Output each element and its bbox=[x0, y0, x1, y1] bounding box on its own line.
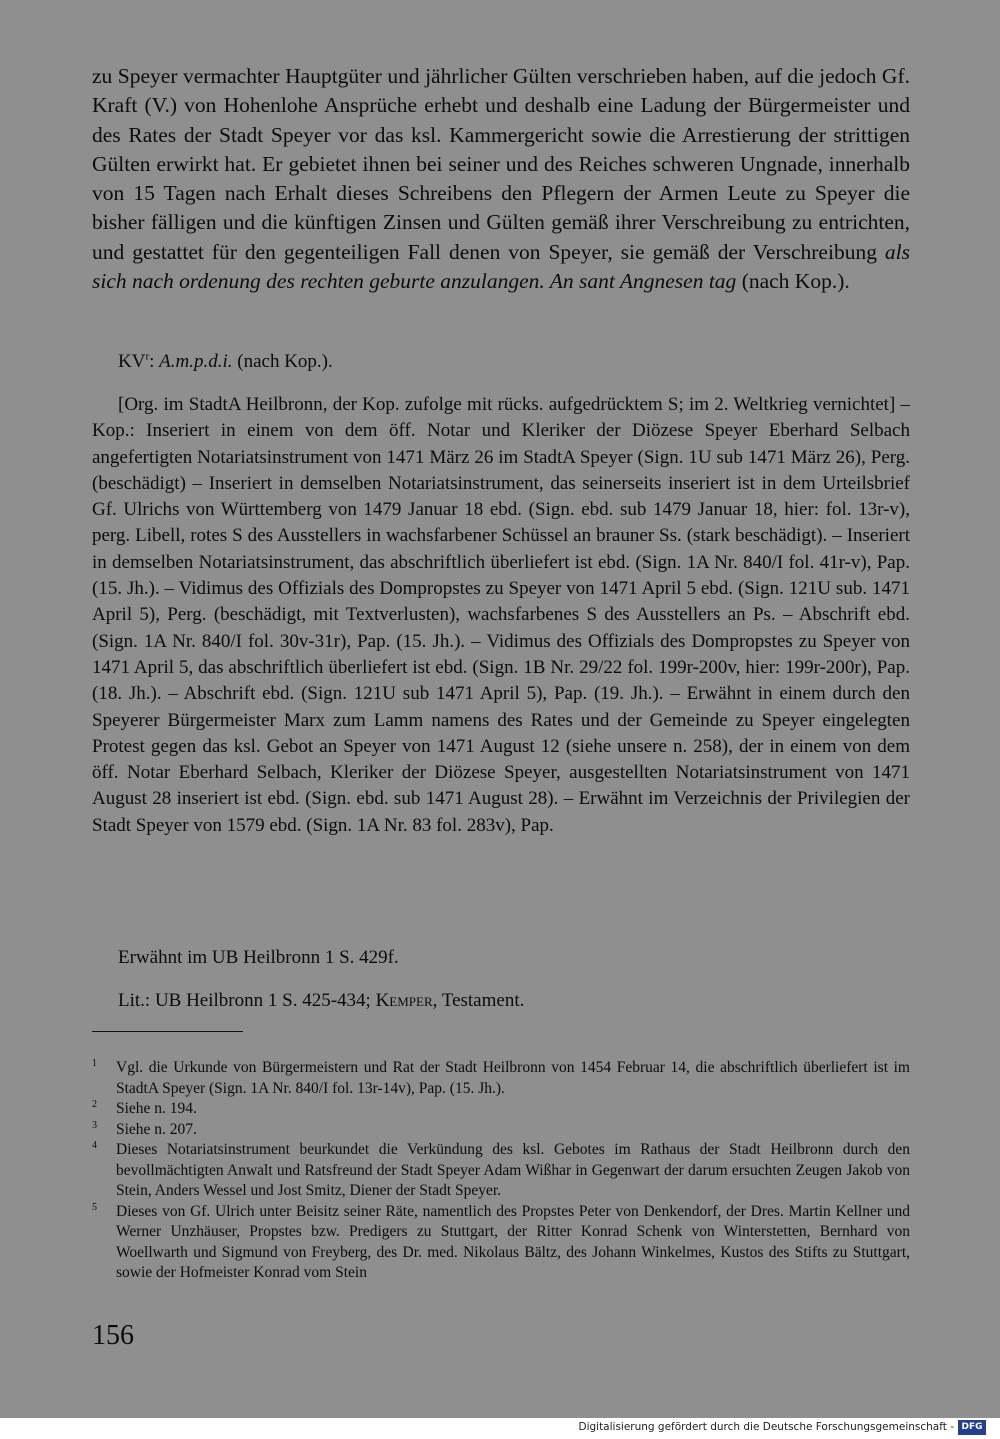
footnotes bbox=[92, 1058, 910, 1284]
footnote-text: Dieses Notariatsinstrument beurkundet die Verkündung des ksl. Gebotes im Rathaus der Stadt Heilbronn durch den bevollmächtigten Anwalt und Ratsfreund der Stadt Speyer Adam Wißhar in Gegenwart der darum ersuchten Zeugen Jakob von Stein, Anders Wessel und Jost Smitz, Diener der Stadt Speyer. bbox=[116, 1141, 910, 1199]
mention-line: Erwähnt im UB Heilbronn 1 S. 429f. bbox=[118, 947, 399, 968]
footnote-number: 2 bbox=[92, 1099, 97, 1110]
tradition-text: [Org. im StadtA Heilbronn, der Kop. zufolge mit rücks. aufgedrücktem S; im 2. Weltkrieg vernichtet] – Kop.: Inseriert in einem von dem öff. Notar und Kleriker der Diözese Speyer Eberhard Selbach angefertigten Notariatsinstrument von 1471 März 26 im StadtA Speyer (Sign. 1U sub 1471 März 26), Perg. (beschädigt) – Inseriert in demselben Notariatsinstrument, das seinerseits inseriert ist in dem Urteilsbrief Gf. Ulrichs von Württemberg von 1479 Januar 18 ebd. (Sign. ebd. sub 1479 Januar 18, hier: fol. 13r-v), perg. Libell, rotes S des Ausstellers in wachsfarbener Schüssel an brauner Ss. (stark beschädigt). – Inseriert in demselben Notariatsinstrument, das abschriftlich überliefert ist ebd. (Sign. 1A Nr. 840/I fol. 41r-v), Pap. (15. Jh.). – Vidimus des Offizials des Dompropstes zu Speyer von 1471 April 5 ebd. (Sign. 121U sub. 1471 April 5), Perg. (beschädigt, mit Textverlusten), wachsfarbenes S des Ausstellers an Ps. – Abschrift ebd. (Sign. 1A Nr. 840/I fol. 30v-31r), Pap. (15. Jh.). – Vidimus des Offizials des Dompropstes zu Speyer von 1471 April 5, das abschriftlich überliefert ist ebd. (Sign. 1B Nr. 29/22 fol. 199r-200v, hier: 199r-200r), Pap. (18. Jh.). – Abschrift ebd. (Sign. 121U sub 1471 April 5), Pap. (19. Jh.). – Erwähnt in einem durch den Speyerer Bürgermeister Marx zum Lamm namens des Rates und der Gemeinde zu Speyer eingelegten Protest gegen das ksl. Gebot an Speyer von 1471 August 12 (siehe unsere n. 258), der in einem von dem öff. Notar Eberhard Selbach, Kleriker der Diözese Speyer, ausgestellten Notariatsinstrument von 1471 August 28 inseriert ist ebd. (Sign. ebd. sub 1471 August 28). – Erwähnt im Verzeichnis der Privilegien der Stadt Speyer von 1579 ebd. (Sign. 1A Nr. 83 fol. 283v), Pap. bbox=[92, 394, 910, 836]
footnote-item bbox=[92, 1099, 910, 1120]
kv-suffix: (nach Kop.). bbox=[237, 351, 333, 372]
kv-label: KV bbox=[118, 351, 146, 372]
footnote-item bbox=[92, 1120, 910, 1141]
page-number: 156 bbox=[92, 1320, 134, 1351]
dfg-credit: Digitalisierung gefördert durch die Deutsche Forschungsgemeinschaft - bbox=[578, 1421, 954, 1433]
footnote-text: Vgl. die Urkunde von Bürgermeistern und Rat der Stadt Heilbronn von 1454 Februar 14, die abschriftlich überliefert ist im StadtA Speyer (Sign. 1A Nr. 840/I fol. 13r-14v), Pap. (15. Jh.). bbox=[116, 1059, 910, 1097]
footnote-number: 4 bbox=[92, 1140, 97, 1151]
literature-prefix: Lit.: UB Heilbronn 1 S. 425-434; bbox=[118, 990, 371, 1011]
footnote-divider bbox=[92, 1031, 243, 1032]
tradition-paragraph bbox=[92, 392, 910, 839]
footnote-item bbox=[92, 1140, 910, 1202]
regest-paragraph bbox=[92, 62, 910, 296]
regest-body: zu Speyer vermachter Hauptgüter und jährlicher Gülten verschrieben haben, auf die jedoch Gf. Kraft (V.) von Hohenlohe Ansprüche erhebt und deshalb eine Ladung der Bürgermeister und des Rates der Stadt Speyer vor das ksl. Kammergericht sowie die Arrestierung der strittigen Gülten erwirkt hat. Er gebietet ihnen bei seiner und des Reiches schweren Ungnade, innerhalb von 15 Tagen nach Erhalt dieses Schreibens den Pflegern der Armen Leute zu Speyer die bisher fälligen und die künftigen Zinsen und Gülten gemäß ihrer Verschreibung zu entrichten, und gestattet für den gegenteiligen Fall denen von Speyer, sie gemäß der Verschreibung bbox=[92, 64, 910, 264]
footnote-text: Dieses von Gf. Ulrich unter Beisitz seiner Räte, namentlich des Propstes Peter von Denkendorf, der Dres. Martin Kellner und Werner Unzhäuser, Propstes bzw. Predigers zu Stuttgart, der Ritter Konrad Schenk von Winterstetten, Bernhard von Woellwarth und Sigmund von Freyberg, des Dr. med. Nikolaus Bältz, des Johann Winkelmes, Kustos des Stifts zu Stuttgart, sowie der Hofmeister Konrad vom Stein bbox=[116, 1202, 910, 1281]
footnote-item bbox=[92, 1058, 910, 1099]
footnote-item bbox=[92, 1202, 910, 1284]
kv-sup: r bbox=[145, 350, 150, 363]
footnote-number: 3 bbox=[92, 1119, 97, 1131]
dfg-logo-icon: DFG bbox=[958, 1420, 986, 1435]
regest-quote: als sich nach ordenung des rechten geburte anzulangen. An sant Angnesen tag bbox=[92, 239, 910, 294]
footnote-number: 5 bbox=[92, 1201, 97, 1213]
literature-author: Kemper bbox=[375, 990, 433, 1011]
footnote-number: 1 bbox=[92, 1058, 97, 1069]
literature-line bbox=[118, 988, 524, 1014]
footnote-text: Siehe n. 194. bbox=[116, 1100, 197, 1117]
kv-line: $KV^r$: A.m.p.d.i. (nach Kop.). bbox=[118, 350, 333, 372]
regest-suffix: (nach Kop.). bbox=[741, 269, 850, 294]
kv-text: A.m.p.d.i. bbox=[159, 351, 233, 372]
footnote-text: Siehe n. 207. bbox=[116, 1120, 197, 1138]
literature-suffix: , Testament. bbox=[432, 990, 525, 1011]
